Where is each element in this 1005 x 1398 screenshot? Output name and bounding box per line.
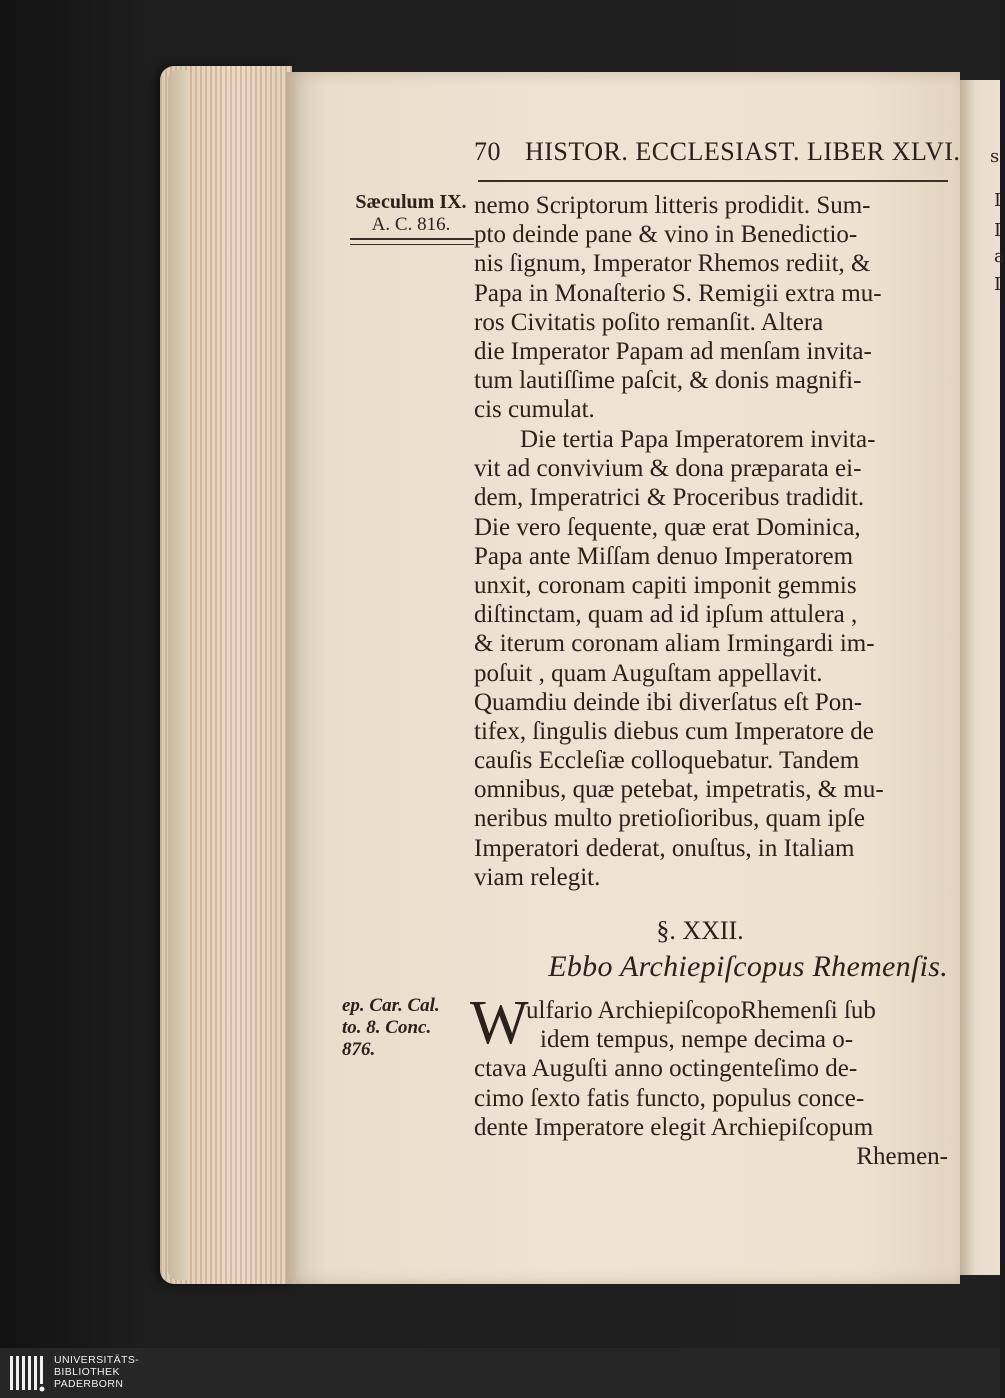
text-line: cauſis Eccleſiæ colloquebatur. Tandem: [474, 747, 860, 775]
margin-year: A. C. 816.: [371, 214, 451, 235]
text-line: Papa ante Miſſam denuo Imperatorem: [474, 542, 854, 570]
facing-page-letter: s: [990, 146, 1000, 167]
book-cover-edge: [168, 70, 190, 1280]
text-line: idem tempus, nempe decima o-: [540, 1026, 854, 1054]
text-line: neribus multo pretioſioribus, quam ipſe: [474, 805, 865, 833]
text-line: cis cumulat.: [474, 396, 595, 424]
facing-page-letter: I: [994, 274, 1002, 295]
text-line: Die tertia Papa Imperatorem invita-: [520, 426, 876, 453]
running-header: [474, 137, 961, 167]
text-line: vit ad convivium & dona præparata ei-: [474, 455, 862, 483]
section-number: §. XXII.: [656, 916, 744, 945]
library-logo-icon: [8, 1352, 52, 1394]
margin-ref-line: to. 8. Conc.: [342, 1017, 432, 1038]
text-line: viam relegit.: [474, 863, 601, 891]
margin-note-date: [346, 191, 476, 236]
text-line: poſuit , quam Auguſtam appellavit.: [474, 659, 823, 687]
library-name-line: BIBLIOTHEK: [54, 1366, 120, 1378]
text-line: unxit, coronam capiti imponit gemmis: [474, 571, 857, 599]
catchword: Rhemen-: [856, 1142, 948, 1170]
text-line: Papa in Monaſterio S. Remigii extra mu-: [474, 279, 882, 307]
facing-page-letter: I: [994, 220, 1002, 241]
library-footer: [0, 1348, 1000, 1398]
text-line: cimo ſexto fatis functo, populus conce-: [474, 1084, 865, 1112]
margin-rule: [350, 238, 474, 245]
paragraph-1: [474, 191, 948, 425]
paragraph-3: [474, 996, 948, 1171]
header-rule: [478, 180, 948, 182]
text-line: nemo Scriptorum litteris prodidit. Sum-: [474, 192, 871, 219]
text-line: Quamdiu deinde ibi diverſatus eſt Pon-: [474, 688, 863, 716]
text-line: omnibus, quæ petebat, impetratis, & mu-: [474, 776, 884, 804]
paragraph-2: [474, 425, 948, 892]
margin-note-reference: [342, 995, 472, 1061]
facing-page-edge: [960, 80, 1005, 1275]
text-line: dem, Imperatrici & Proceribus tradidit.: [474, 484, 865, 512]
text-line: ulfario ArchiepiſcopoRhemenſi ſub: [526, 997, 876, 1024]
page-number: 70: [474, 137, 501, 166]
facing-page-letter: a: [994, 246, 1005, 267]
margin-ref-line: 876.: [342, 1039, 376, 1060]
running-title: HISTOR. ECCLESIAST. LIBER XLVI.: [525, 137, 961, 166]
text-line: tum lautiſſime paſcit, & donis magnifi-: [474, 367, 862, 395]
text-line: pto deinde pane & vino in Benedictio-: [474, 221, 858, 249]
drop-initial: W: [470, 989, 529, 1057]
library-name: [54, 1354, 139, 1390]
text-line: dente Imperatore elegit Archiepiſcopum: [474, 1113, 874, 1141]
margin-ref-line: ep. Car. Cal.: [342, 995, 440, 1016]
text-line: diſtinctam, quam ad id ipſum attulera ,: [474, 601, 858, 629]
text-line: nis ſignum, Imperator Rhemos rediit, &: [474, 250, 871, 278]
section-title: Ebbo Archiepiſcopus Rhemenſis.: [548, 950, 948, 983]
facing-page-letter: I: [994, 190, 1002, 211]
margin-century: Sæculum IX.: [355, 191, 467, 213]
text-line: ctava Auguſti anno octingenteſimo de-: [474, 1055, 858, 1083]
text-line: die Imperator Papam ad menſam invita-: [474, 337, 872, 365]
text-line: & iterum coronam aliam Irmingardi im-: [474, 630, 875, 658]
text-line: Die vero ſequente, quæ erat Dominica,: [474, 513, 861, 541]
library-name-line: UNIVERSITÄTS-: [54, 1354, 140, 1366]
text-line: Imperatori dederat, onuſtus, in Italiam: [474, 834, 855, 862]
text-line: ros Civitatis poſito remanſit. Altera: [474, 308, 824, 336]
text-line: tifex, ſingulis diebus cum Imperatore de: [474, 717, 874, 745]
library-name-line: PADERBORN: [54, 1378, 124, 1390]
